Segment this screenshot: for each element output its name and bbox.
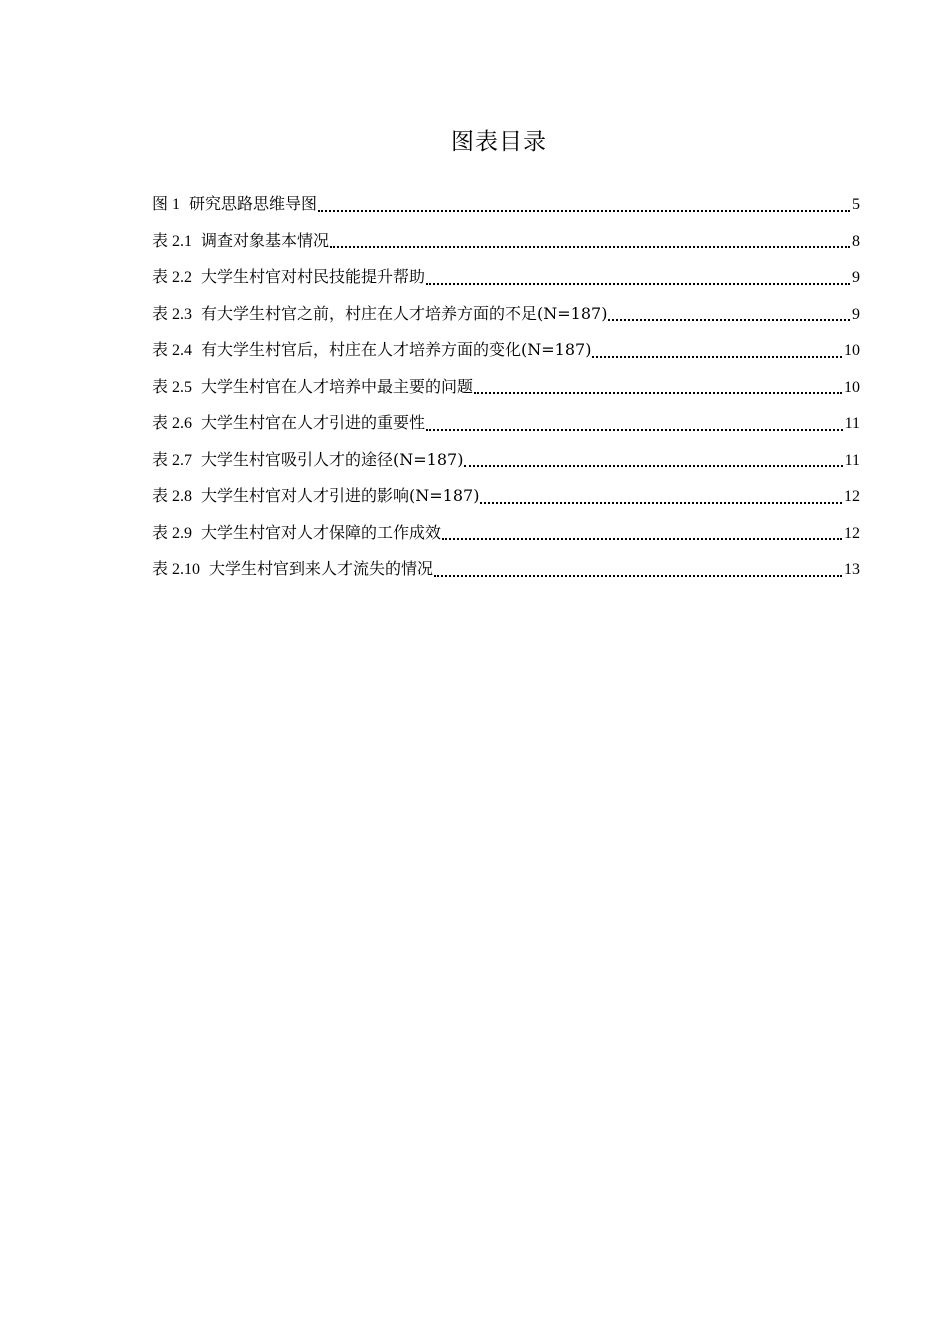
dot-leader (441, 515, 844, 552)
dot-leader (329, 223, 852, 260)
toc-entry-label (152, 478, 479, 516)
toc-entry-number: 表 2.5 (152, 378, 193, 396)
dot-leader (433, 551, 844, 588)
toc-entry-label (152, 296, 607, 334)
toc-entry-number: 表 2.10 (152, 561, 201, 578)
toc-entry[interactable] (152, 186, 860, 223)
toc-entry-number: 表 2.8 (152, 488, 193, 505)
toc-entry-label (152, 442, 463, 480)
figure-table-list (152, 186, 860, 588)
toc-entry[interactable] (152, 442, 860, 479)
toc-entry-caption: 大学生村官到来人才流失的情况 (209, 559, 434, 578)
dot-leader (317, 186, 852, 223)
toc-entry-page: 10 (844, 342, 860, 359)
toc-entry-page: 9 (852, 305, 860, 323)
toc-entry[interactable] (152, 478, 860, 515)
toc-entry-number: 图 1 (152, 196, 181, 213)
toc-entry[interactable] (152, 332, 860, 369)
toc-entry-caption: 大学生村官对人才保障的工作成效 (201, 522, 442, 542)
dot-leader (607, 296, 852, 333)
toc-entry-caption: 有大学生村官后，村庄在人才培养方面的变化(N=187) (201, 340, 592, 359)
toc-entry-caption: 大学生村官吸引人才的途径(N=187) (201, 449, 464, 469)
dot-leader (591, 332, 844, 369)
toc-entry[interactable] (152, 551, 860, 588)
toc-entry-caption: 调查对象基本情况 (201, 230, 330, 250)
dot-leader (479, 478, 844, 515)
toc-entry-page: 13 (844, 561, 860, 578)
toc-entry[interactable] (152, 223, 860, 260)
toc-entry-number: 表 2.3 (152, 305, 193, 323)
page-title: 图表目录 (451, 129, 547, 155)
toc-entry-label (152, 259, 425, 297)
toc-entry-label (152, 186, 317, 224)
dot-leader (463, 442, 844, 479)
toc-entry-number: 表 2.4 (152, 342, 193, 359)
toc-entry-number: 表 2.9 (152, 524, 193, 542)
toc-entry-caption: 大学生村官在人才培养中最主要的问题 (201, 376, 474, 396)
toc-entry-label (152, 332, 591, 370)
toc-entry-page: 10 (844, 378, 860, 396)
toc-entry[interactable] (152, 405, 860, 442)
toc-entry-page: 5 (852, 196, 860, 213)
toc-entry-number: 表 2.6 (152, 415, 193, 432)
toc-entry-label (152, 405, 425, 443)
toc-entry[interactable] (152, 259, 860, 296)
toc-entry-page: 9 (852, 269, 860, 286)
toc-entry-label (152, 223, 329, 261)
toc-entry-page: 12 (844, 488, 860, 505)
toc-entry-page: 12 (844, 524, 860, 542)
toc-entry-number: 表 2.2 (152, 269, 193, 286)
toc-entry-number: 表 2.1 (152, 232, 193, 250)
toc-entry[interactable] (152, 369, 860, 406)
toc-entry-page: 11 (844, 451, 860, 469)
toc-entry-number: 表 2.7 (152, 451, 193, 469)
toc-entry-label (152, 551, 433, 589)
toc-entry[interactable] (152, 296, 860, 333)
dot-leader (473, 369, 844, 406)
toc-entry-caption: 有大学生村官之前，村庄在人才培养方面的不足(N=187) (201, 303, 608, 323)
toc-entry-label (152, 515, 441, 553)
toc-entry-label (152, 369, 473, 407)
dot-leader (425, 259, 852, 296)
toc-entry-caption: 大学生村官对人才引进的影响(N=187) (201, 486, 480, 505)
toc-entry-page: 8 (852, 232, 860, 250)
toc-entry-page: 11 (844, 415, 860, 432)
dot-leader (425, 405, 845, 442)
toc-entry-caption: 研究思路思维导图 (189, 194, 318, 213)
toc-entry-caption: 大学生村官对村民技能提升帮助 (201, 267, 426, 286)
toc-entry-caption: 大学生村官在人才引进的重要性 (201, 413, 426, 432)
toc-entry[interactable] (152, 515, 860, 552)
